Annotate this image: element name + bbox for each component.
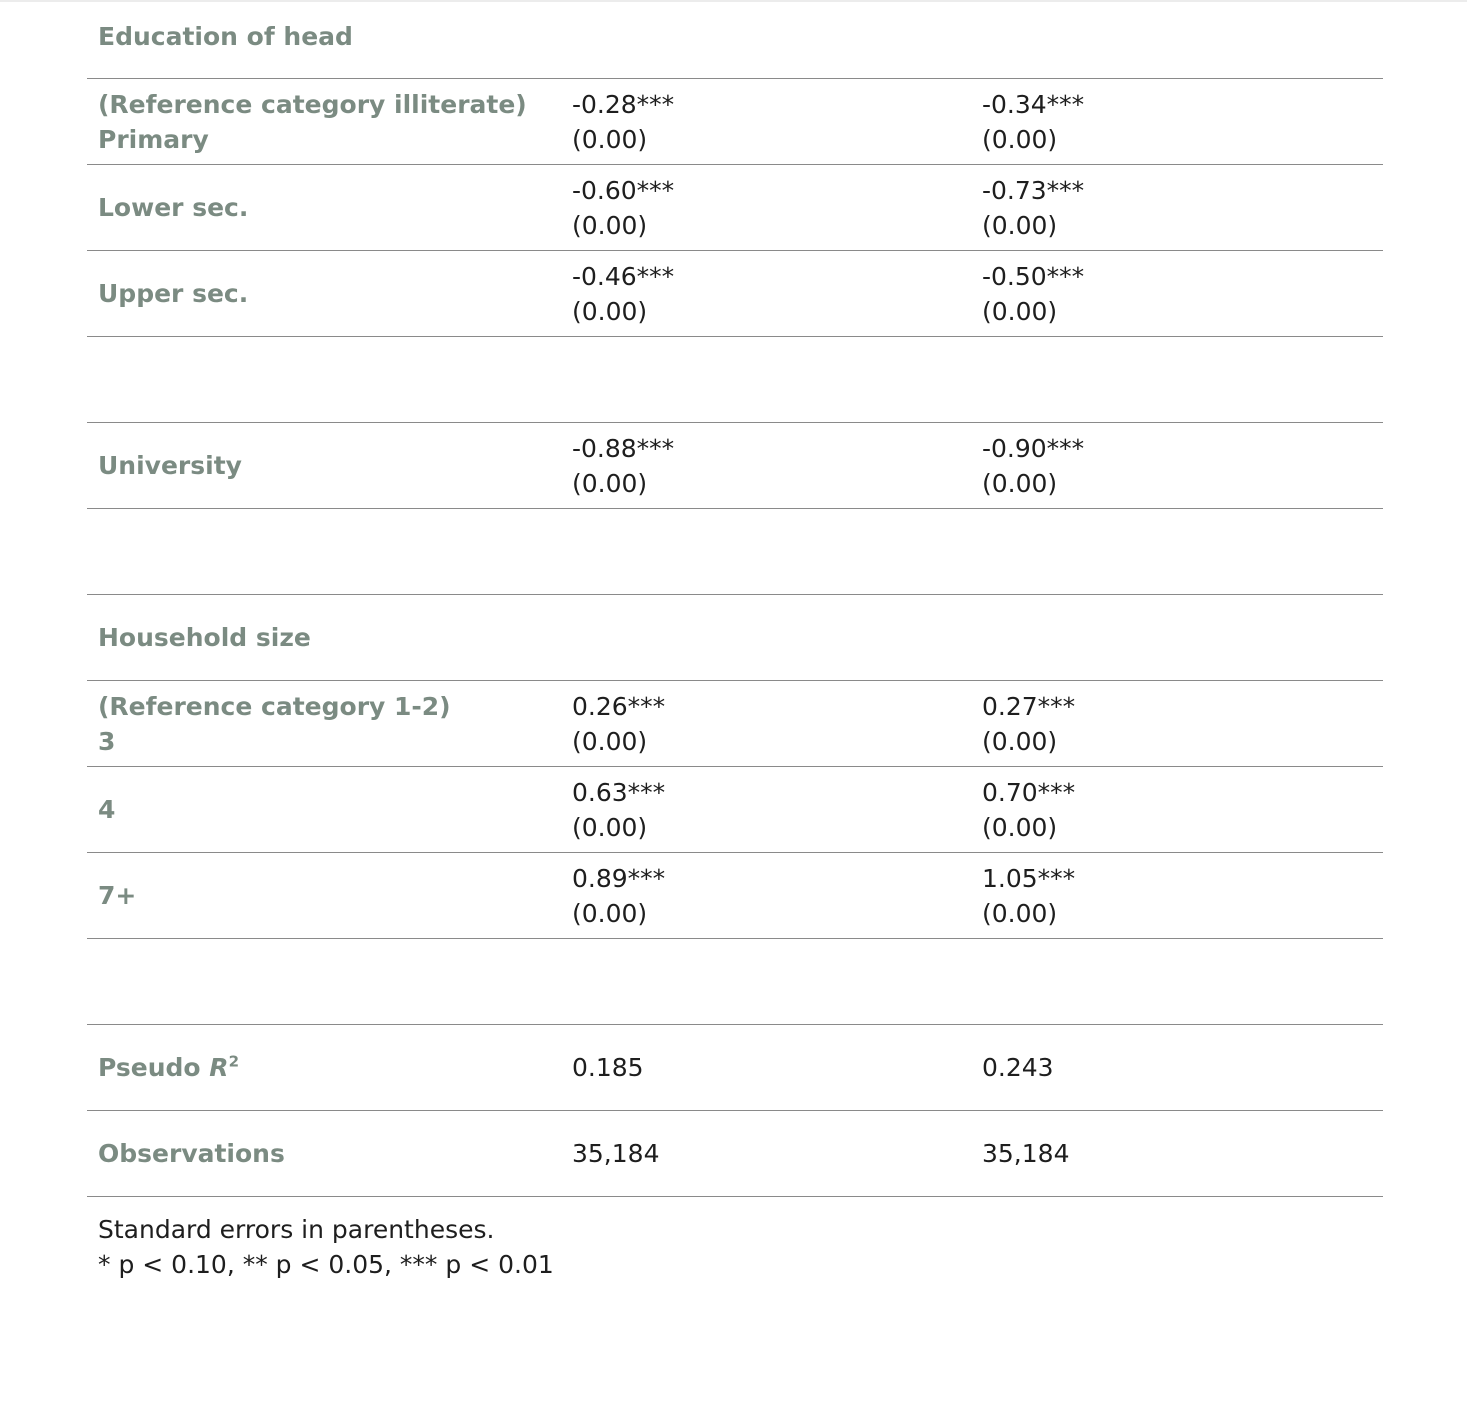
model2-cell xyxy=(982,423,1362,508)
table-row-lower-sec xyxy=(87,165,1383,251)
model1-cell xyxy=(572,681,952,766)
row-label xyxy=(98,681,568,766)
pseudo-r2-value: 0.185 xyxy=(572,1053,644,1082)
standard-error: (0.00) xyxy=(982,468,1058,498)
model2-cell xyxy=(982,79,1362,164)
reference-note: (Reference category illiterate) xyxy=(98,89,527,119)
table-row-primary xyxy=(87,79,1383,165)
coefficient: -0.73*** xyxy=(982,175,1085,205)
model2-cell xyxy=(982,767,1362,852)
row-label-upper-sec: Upper sec. xyxy=(98,279,249,308)
standard-error: (0.00) xyxy=(572,812,648,842)
coefficient: 0.70*** xyxy=(982,777,1076,807)
table-row-hh-4 xyxy=(87,767,1383,853)
reference-note: (Reference category 1-2) xyxy=(98,691,451,721)
observations-value: 35,184 xyxy=(572,1139,660,1168)
model1-cell xyxy=(572,251,952,336)
standard-error: (0.00) xyxy=(572,468,648,498)
model1-cell xyxy=(572,79,952,164)
row-label xyxy=(98,853,568,938)
standard-error: (0.00) xyxy=(982,124,1058,154)
regression-table xyxy=(87,0,1383,1197)
model2-cell xyxy=(982,853,1362,938)
superscript-2: 2 xyxy=(228,1052,239,1071)
table-row-spacer xyxy=(87,337,1383,423)
table-row-hh-7plus xyxy=(87,853,1383,939)
row-label xyxy=(98,1025,568,1110)
r-symbol: R xyxy=(209,1053,229,1082)
table-row-observations xyxy=(87,1111,1383,1197)
coefficient: -0.88*** xyxy=(572,433,675,463)
table-row-spacer xyxy=(87,939,1383,1025)
note-standard-errors: Standard errors in parentheses. xyxy=(98,1215,495,1244)
table-row-hh-3 xyxy=(87,681,1383,767)
row-label-primary: Primary xyxy=(98,124,209,154)
note-significance: * p < 0.10, ** p < 0.05, *** p < 0.01 xyxy=(98,1250,554,1279)
model1-cell xyxy=(572,165,952,250)
section-heading-household: Household size xyxy=(98,623,311,652)
model2-cell xyxy=(982,165,1362,250)
model1-cell xyxy=(572,423,952,508)
section-heading-education: Education of head xyxy=(98,22,353,51)
model1-cell xyxy=(572,1111,952,1196)
table-notes xyxy=(98,1212,554,1282)
table-row-university xyxy=(87,423,1383,509)
standard-error: (0.00) xyxy=(572,726,648,756)
row-label xyxy=(98,767,568,852)
model2-cell xyxy=(982,1025,1362,1110)
row-label-hh-4: 4 xyxy=(98,795,116,824)
row-label xyxy=(98,423,568,508)
row-label-lower-sec: Lower sec. xyxy=(98,193,249,222)
row-label xyxy=(98,595,568,680)
standard-error: (0.00) xyxy=(572,296,648,326)
coefficient: -0.46*** xyxy=(572,261,675,291)
model2-cell xyxy=(982,1111,1362,1196)
row-label xyxy=(98,251,568,336)
model2-cell xyxy=(982,251,1362,336)
standard-error: (0.00) xyxy=(982,898,1058,928)
table-row-spacer xyxy=(87,509,1383,595)
observations-value: 35,184 xyxy=(982,1139,1070,1168)
standard-error: (0.00) xyxy=(982,812,1058,842)
table-row-pseudo-r2 xyxy=(87,1025,1383,1111)
row-label-university: University xyxy=(98,451,242,480)
standard-error: (0.00) xyxy=(982,296,1058,326)
coefficient: -0.34*** xyxy=(982,89,1085,119)
table-row-upper-sec xyxy=(87,251,1383,337)
row-label xyxy=(98,165,568,250)
row-label-hh-3: 3 xyxy=(98,726,116,756)
coefficient: 1.05*** xyxy=(982,863,1076,893)
table-row-education-heading xyxy=(87,0,1383,79)
row-label-hh-7plus: 7+ xyxy=(98,881,137,910)
coefficient: 0.89*** xyxy=(572,863,666,893)
coefficient: 0.63*** xyxy=(572,777,666,807)
row-label-pseudo-r2 xyxy=(98,1050,568,1085)
coefficient: -0.28*** xyxy=(572,89,675,119)
coefficient: -0.50*** xyxy=(982,261,1085,291)
row-label xyxy=(98,79,568,164)
coefficient: -0.90*** xyxy=(982,433,1085,463)
coefficient: -0.60*** xyxy=(572,175,675,205)
standard-error: (0.00) xyxy=(982,726,1058,756)
row-label xyxy=(98,1111,568,1196)
pseudo-r2-value: 0.243 xyxy=(982,1053,1054,1082)
coefficient: 0.27*** xyxy=(982,691,1076,721)
row-label-observations: Observations xyxy=(98,1139,285,1168)
model1-cell xyxy=(572,853,952,938)
model2-cell xyxy=(982,681,1362,766)
table-row-household-heading xyxy=(87,595,1383,681)
pseudo-label-text: Pseudo xyxy=(98,1053,210,1082)
model1-cell xyxy=(572,1025,952,1110)
coefficient: 0.26*** xyxy=(572,691,666,721)
standard-error: (0.00) xyxy=(572,898,648,928)
model1-cell xyxy=(572,767,952,852)
standard-error: (0.00) xyxy=(572,124,648,154)
row-label xyxy=(98,0,568,78)
standard-error: (0.00) xyxy=(982,210,1058,240)
standard-error: (0.00) xyxy=(572,210,648,240)
